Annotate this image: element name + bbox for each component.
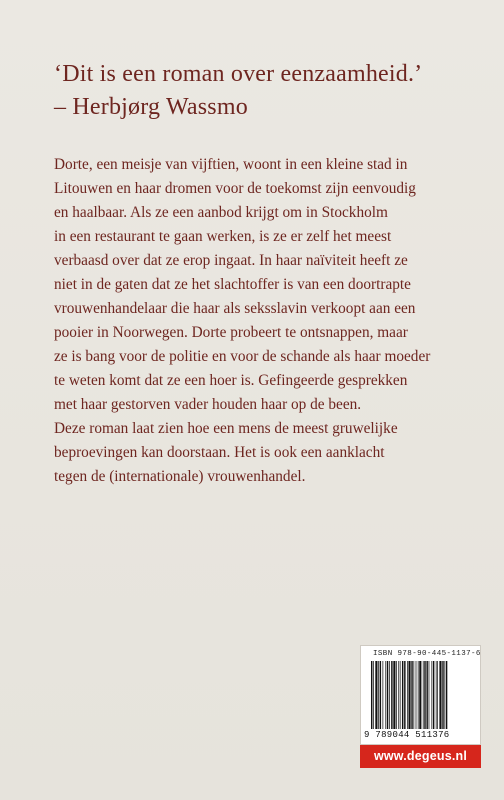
blurb-line: Dorte, een meisje van vijftien, woont in een kleine stad in [54,156,408,173]
quote-text: ‘Dit is een roman over eenzaamheid.’ [54,61,423,87]
blurb-line: pooier in Noorwegen. Dorte probeert te ontsnappen, maar [54,324,408,341]
isbn-label: ISBN 978-90-445-1137-6 [373,650,481,658]
blurb-line: vrouwenhandelaar die haar als seksslavin verkoopt aan een [54,300,416,317]
isbn-barcode-box [360,645,481,745]
barcode-digits: 9 789044 511376 [364,730,450,740]
quote-author: – Herbjørg Wassmo [54,94,248,120]
blurb-line: Deze roman laat zien hoe een mens de meest gruwelijke [54,420,398,437]
blurb-line: verbaasd over dat ze erop ingaat. In haar naïviteit heeft ze [54,252,408,269]
publisher-url: www.degeus.nl [360,745,481,768]
blurb-line: Litouwen en haar dromen voor de toekomst zijn eenvoudig [54,180,416,197]
blurb-line: tegen de (internationale) vrouwenhandel. [54,468,306,485]
book-blurb [54,153,474,489]
blurb-line: en haalbaar. Als ze een aanbod krijgt om in Stockholm [54,204,388,221]
blurb-line: niet in de gaten dat ze het slachtoffer is van een doortrapte [54,276,411,293]
blurb-line: te weten komt dat ze een hoer is. Gefingeerde gesprekken [54,372,408,389]
blurb-line: met haar gestorven vader houden haar op de been. [54,396,362,413]
blurb-line: ze is bang voor de politie en voor de schande als haar moeder [54,348,431,365]
blurb-line: beproevingen kan doorstaan. Het is ook een aanklacht [54,444,385,461]
blurb-line: in een restaurant te gaan werken, is ze er zelf het meest [54,228,392,245]
review-quote [54,58,474,124]
barcode-icon [369,661,474,729]
